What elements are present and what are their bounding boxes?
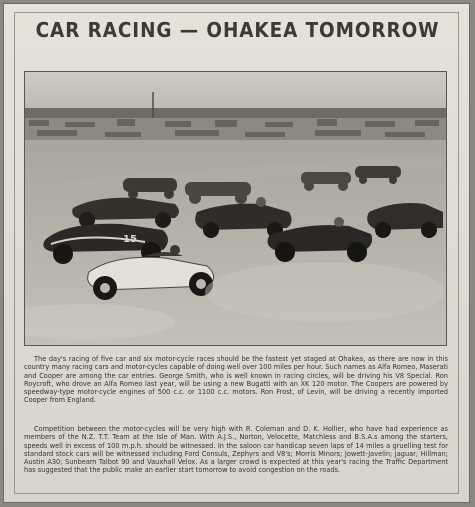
headline: CAR RACING — OHAKEA TOMORROW	[35, 18, 440, 42]
newspaper-clipping	[3, 3, 470, 503]
sky	[25, 72, 446, 112]
car-number: 15	[123, 234, 137, 245]
paragraph-1: The day's racing of five car and six motor-cycle races should be the fastest yet staged at Ohakea, as there are now in this country many racing cars and motor-cycles capable of doing well over 100 miles per hour. Such names as Alfa Romeo, Maserati and Cooper are among the car entries. George Smith, who is well known in racing circles, will be driving his V8 Special. Ron Roycroft, who drove an Alfa Romeo last year, will be using a new Bugatti with an XK 120 motor. The Coopers are powered by speedway-type motor-cycle engines of 500 c.c. or 1100 c.c. motors. Ron Frost, of Levin, will be driving a recently imported Cooper from England.	[24, 355, 448, 405]
crowd-band	[25, 108, 446, 118]
race-photo	[24, 71, 447, 346]
paragraph-2: Competition between the motor-cycles will be very high with R. Coleman and D. K. Hollier, who have had experience as members of the N.Z. T.T. Team at the Isle of Man. With A.J.S., Norton, Velocette, Matchless and B.S.A.s among the starters, speeds well in excess of 100 m.p.h. should be witnessed. In the saloon car handicap seven laps of 14 miles a gruelling test for standard stock cars will be witnessed including Ford Consuls, Zephyrs and V8's; Morris Minors; Jowett-Javelin; Jaguar; Hillman; Austin A30; Sunbeam Talbot 90 and Vauxhall Velox. As a larger crowd is expected at this year's racing the Traffic Department has suggested that the public make an earlier start tomorrow to avoid congestion on the roads.	[24, 425, 448, 475]
